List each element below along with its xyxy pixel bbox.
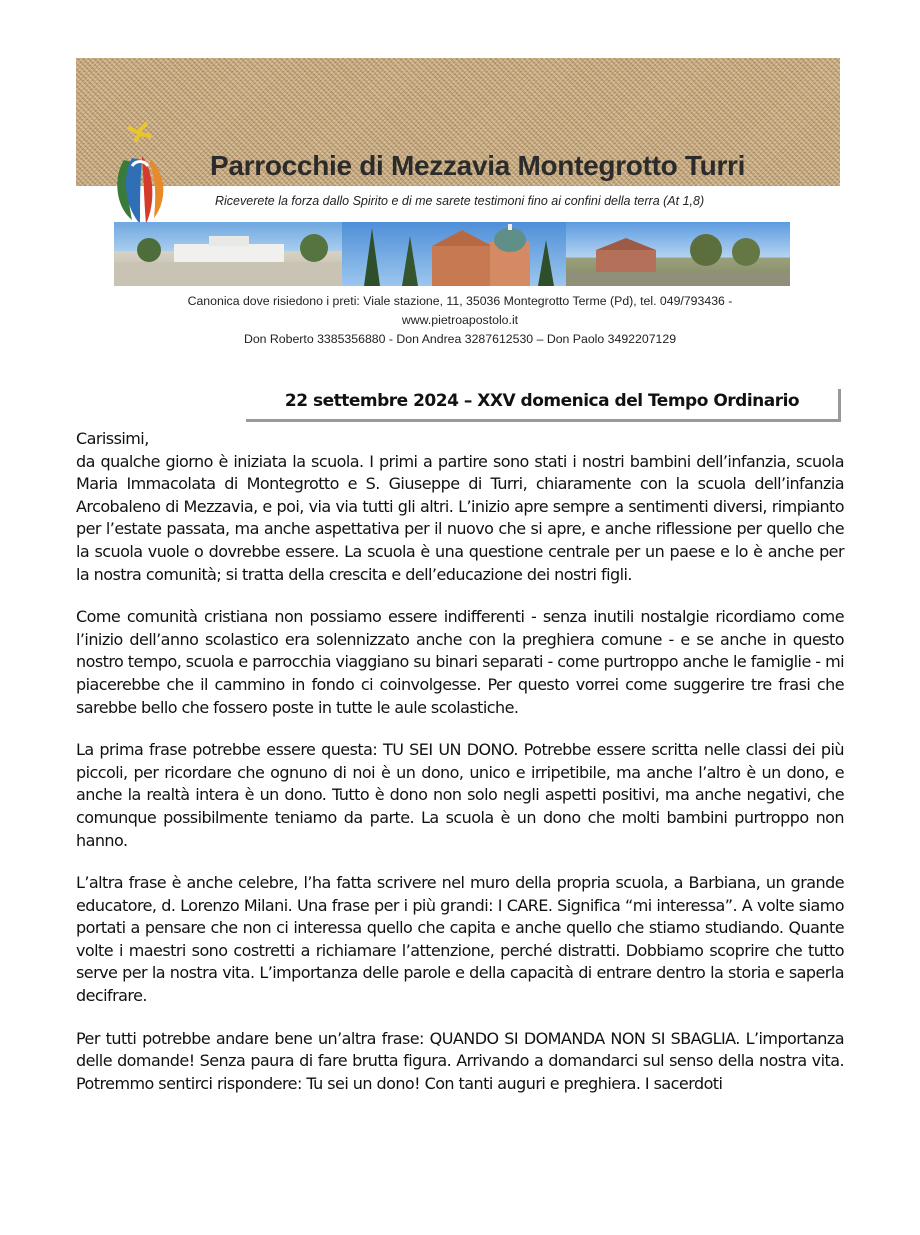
church-photo-mezzavia — [114, 222, 342, 286]
letter-paragraph: da qualche giorno è iniziata la scuola. I primi a partire sono stati i nostri bambini dell’infanzia, scuola Maria Immacolata di Montegrotto e S. Giuseppe di Turri, chiaramente con la scuola dell’infanzia Arcobaleno di Mezzavia, e poi, via via tutti gli altri. L’inizio apre sempre a sentimenti diversi, rimpianto per l’estate passata, ma anche aspettativa per il nuovo che si apre, e anche riflessione per quello che la scuola vuole o dovrebbe essere. La scuola è una questione centrale per un paese e lo è anche per la nostra comunità; si tratta della crescita e dell’educazione dei nostri figli. — [76, 451, 844, 584]
letter-paragraph: La prima frase potrebbe essere questa: TU SEI UN DONO. Potrebbe essere scritta nelle classi dei più piccoli, per ricordare che ognuno di noi è un dono, unico e irripetibile, ma anche l’altro è un dono, e anche la realtà intera è un dono. Tutto è dono non solo negli aspetti positivi, ma anche negativi, che comunque possibilmente teniamo da parte. La scuola è un dono che molti bambini purtroppo non hanno. — [76, 740, 844, 850]
parish-title: Parrocchie di Mezzavia Montegrotto Turri — [210, 150, 746, 181]
parish-logo-icon — [110, 120, 174, 230]
letter-paragraph: L’altra frase è anche celebre, l’ha fatta scrivere nel muro della propria scuola, a Barbiana, un grande educatore, d. Lorenzo Milani. Una frase per i più grandi: I CARE. Significa “mi interessa”. A volte siamo portati a pensare che non ci interessa quello che capita e anche quello che stiamo studiando. Quante volte i maestri sono costretti a richiamare l’attenzione, perché distratti. Dobbiamo scoprire che tutto serve per la nostra vita. L’importanza delle parole e della capacità di entrare dentro la storia e saperla decifrare. — [76, 873, 844, 1006]
letter-body — [76, 428, 844, 1115]
letter-greeting: Carissimi, — [76, 429, 149, 448]
church-photo-turri — [566, 222, 790, 286]
letter-paragraph: Come comunità cristiana non possiamo essere indifferenti - senza inutili nostalgie ricordiamo come l’inizio dell’anno scolastico era solennizzato anche con la preghiera comune - e se anche in questo nostro tempo, scuola e parrocchia viaggiano su binari separati - come purtroppo anche le famiglie - mi piacerebbe che il cammino in fondo ci coinvolgesse. Per questo vorrei come suggerire tre frasi che sarebbe bello che fossero poste in tutte le aule scolastiche. — [76, 607, 844, 717]
contact-priests: Don Roberto 3385356880 - Don Andrea 3287612530 – Don Paolo 3492207129 — [243, 332, 677, 346]
parish-motto: Riceverete la forza dallo Spirito e di me sarete testimoni fino ai confini della terra (At 1,8) — [215, 194, 705, 208]
page-heading: 22 settembre 2024 – XXV domenica del Tempo Ordinario — [284, 391, 800, 411]
header-photo-strip — [114, 222, 790, 286]
letter-paragraph: Per tutti potrebbe andare bene un’altra frase: QUANDO SI DOMANDA NON SI SBAGLIA. L’importanza delle domande! Senza paura di fare brutta figura. Arrivando a domandarci sul senso della nostra vita. Potremmo sentirci rispondere: Tu sei un dono! Con tanti auguri e preghiera. I sacerdoti — [76, 1028, 844, 1093]
church-photo-montegrotto — [342, 222, 566, 286]
contact-address: Canonica dove risiedono i preti: Viale stazione, 11, 35036 Montegrotto Terme (Pd), tel. 049/793436 - — [187, 294, 733, 308]
contact-website[interactable]: www.pietroapostolo.it — [401, 313, 519, 327]
